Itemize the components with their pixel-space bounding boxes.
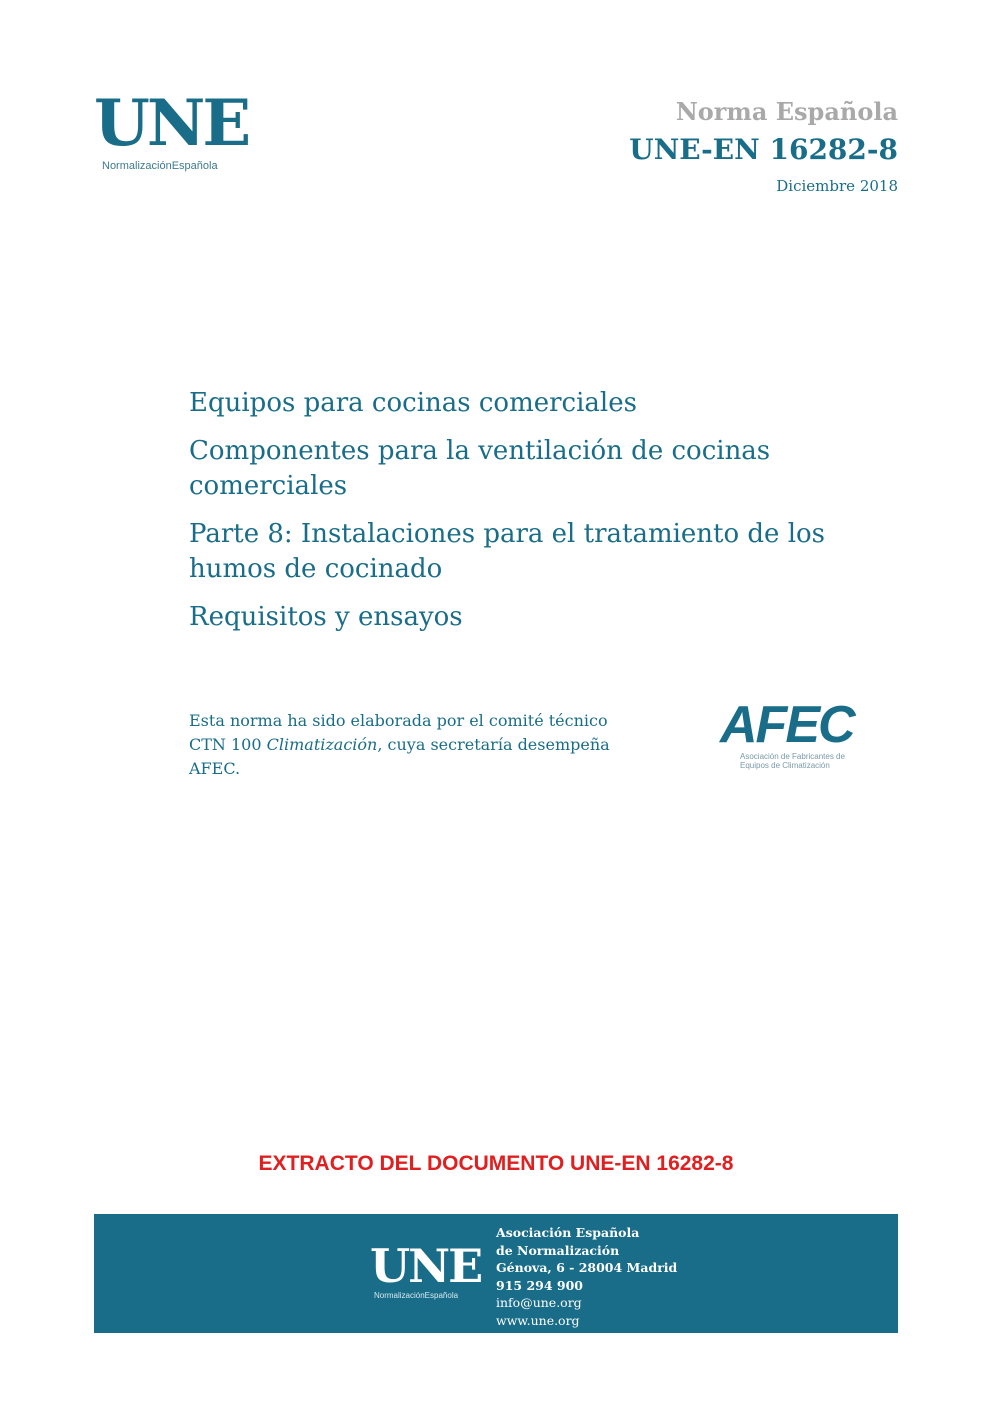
footer-email-link[interactable]: info@une.org (496, 1295, 582, 1310)
une-logo (94, 86, 249, 172)
committee-text-before: Esta norma ha sido elaborada por el comité técnico CTN 100 (189, 711, 608, 754)
afec-logo-subtitle (740, 752, 845, 770)
norma-code: UNE-EN 16282-8 (629, 133, 898, 166)
afec-logo (720, 698, 870, 774)
footer-website-link[interactable]: www.une.org (496, 1312, 580, 1328)
une-logo-tagline: NormalizaciónEspañola (102, 160, 218, 172)
footer-logo-letters: UNE (370, 1239, 482, 1293)
afec-subtitle-line-2: Equipos de Climatización (740, 761, 830, 770)
document-title-block (189, 386, 829, 648)
footer-band (94, 1214, 898, 1333)
footer-org-line-2: de Normalización (496, 1242, 620, 1258)
footer-contact (496, 1224, 677, 1329)
footer-address: Génova, 6 - 28004 Madrid (496, 1260, 678, 1275)
norma-label: Norma Española (675, 97, 898, 126)
footer-phone: 915 294 900 (496, 1277, 583, 1293)
title-line-4: Requisitos y ensayos (189, 602, 463, 632)
committee-note (189, 709, 649, 781)
footer-org-line-1: Asociación Española (496, 1225, 640, 1240)
title-line-3: Parte 8: Instalaciones para el tratamiento de los humos de cocinado (189, 519, 826, 584)
title-line-1: Equipos para cocinas comerciales (189, 388, 637, 418)
une-logo-letters: UNE (94, 86, 249, 161)
afec-logo-mark: AFEC (720, 696, 854, 754)
title-line-2: Componentes para la ventilación de cocinas comerciales (189, 436, 771, 501)
committee-text-after: , cuya secretaría desempeña AFEC. (189, 735, 610, 778)
committee-name: Climatización (266, 735, 378, 754)
afec-subtitle-line-1: Asociación de Fabricantes de (740, 752, 845, 761)
extract-notice: EXTRACTO DEL DOCUMENTO UNE-EN 16282-8 (258, 1152, 734, 1175)
footer-une-logo (370, 1239, 482, 1304)
publication-date: Diciembre 2018 (776, 177, 898, 195)
footer-logo-tagline: NormalizaciónEspañola (374, 1291, 459, 1300)
